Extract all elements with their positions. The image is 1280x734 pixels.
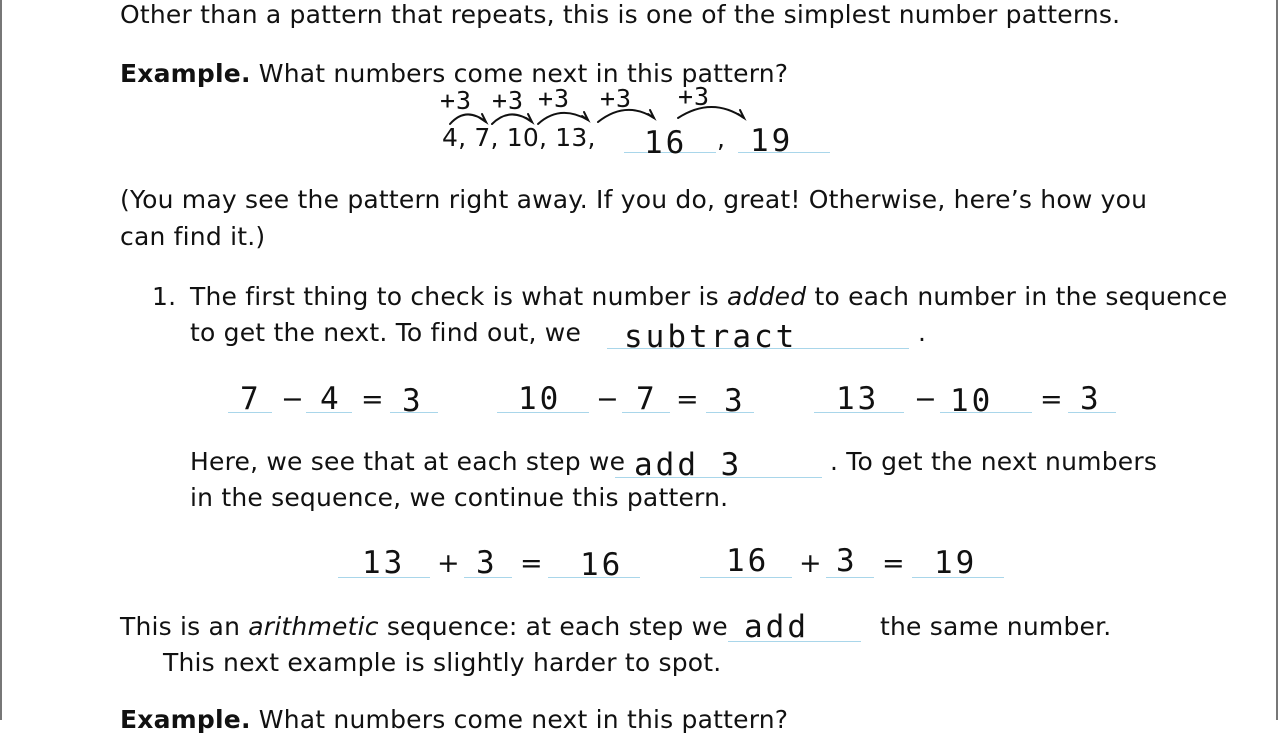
answer-19: 19	[750, 123, 794, 159]
step1-line-1	[190, 284, 1227, 309]
step1-line-2: to get the next. To find out, we	[190, 318, 582, 347]
sub3-b: 10	[950, 383, 994, 419]
add2-result: 19	[934, 545, 978, 581]
arrow-arc-5	[678, 107, 744, 118]
plus-mark-1: +3	[440, 86, 473, 115]
answer-add: add	[744, 609, 809, 645]
conclusion-middle: sequence: at each step we	[378, 612, 728, 641]
step-note-line-2: in the sequence, we continue this pattern.	[190, 483, 729, 512]
arrow-arc-4	[598, 110, 654, 122]
sub2-result: 3	[724, 383, 746, 419]
step1-line-1-end: to each number in the sequence	[806, 282, 1228, 311]
add1-a: 13	[362, 545, 406, 581]
sub2-minus: −	[596, 384, 619, 415]
plus-mark-2: +3	[492, 86, 525, 115]
sub1-b: 4	[320, 381, 342, 417]
plus-mark-3: +3	[538, 84, 571, 113]
answer-16: 16	[644, 125, 688, 161]
conclusion-end: the same number.	[880, 612, 1112, 641]
add1-b: 3	[476, 545, 498, 581]
next-example-intro: This next example is slightly harder to spot.	[163, 648, 722, 677]
example1-label: Example.	[120, 59, 251, 88]
answer-separator: ,	[717, 124, 726, 153]
add1-equals: =	[520, 548, 543, 579]
sub2-b: 7	[636, 381, 658, 417]
given-sequence: 4, 7, 10, 13,	[442, 123, 596, 152]
sub1-equals: =	[361, 384, 384, 415]
example2-label: Example.	[120, 705, 251, 734]
sub1-minus: −	[281, 384, 304, 415]
sub3-equals: =	[1040, 384, 1063, 415]
step-number: 1.	[152, 282, 177, 311]
hint-line-2: can find it.)	[120, 222, 266, 251]
add2-equals: =	[882, 548, 905, 579]
plus-mark-5: +3	[678, 82, 711, 111]
sub2-equals: =	[676, 384, 699, 415]
sub2-a: 10	[518, 381, 562, 417]
hint-line-1: (You may see the pattern right away. If you do, great! Otherwise, here’s how you	[120, 185, 1148, 214]
intro-text: Other than a pattern that repeats, this is one of the simplest number patterns.	[120, 0, 1121, 29]
step1-added-emphasis: added	[727, 282, 807, 311]
sub3-a: 13	[836, 381, 880, 417]
answer-subtract: subtract	[624, 319, 798, 355]
sub1-result: 3	[402, 383, 424, 419]
example1-question: What numbers come next in this pattern?	[258, 59, 789, 88]
add2-plus: +	[799, 548, 822, 579]
plus-mark-4: +3	[600, 84, 633, 113]
step1-line-1-start: The first thing to check is what number is	[190, 282, 727, 311]
answer-add-3: add 3	[634, 447, 743, 483]
add1-plus: +	[437, 548, 460, 579]
add2-b: 3	[836, 543, 858, 579]
step1-period: .	[918, 318, 927, 347]
example2-question: What numbers come next in this pattern?	[258, 705, 789, 734]
add2-a: 16	[726, 543, 770, 579]
add1-result: 16	[580, 547, 624, 583]
step-note-line-1-start: Here, we see that at each step we	[190, 447, 626, 476]
sub1-a: 7	[240, 381, 262, 417]
conclusion-start: This is an	[120, 612, 249, 641]
step-note-line-1-end: . To get the next numbers	[830, 447, 1158, 476]
arithmetic-emphasis: arithmetic	[248, 612, 379, 641]
sub3-minus: −	[914, 384, 937, 415]
sub3-result: 3	[1080, 381, 1102, 417]
conclusion-text	[120, 614, 728, 639]
